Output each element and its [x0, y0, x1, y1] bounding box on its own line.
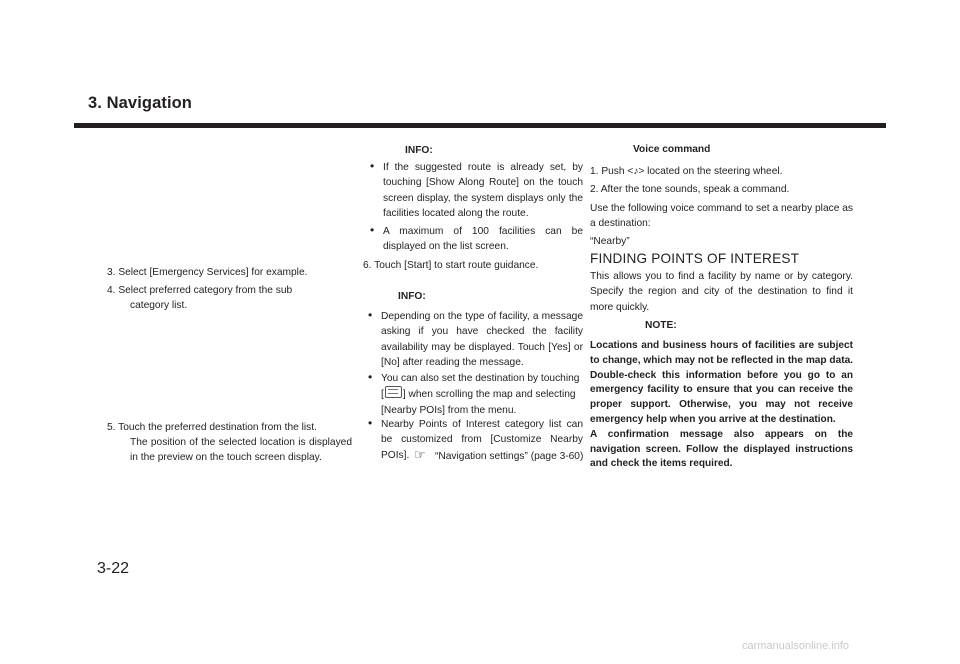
- bullet-dot: •: [368, 308, 373, 322]
- info2-bullet2-part2: when scrolling the map and selecting [Nearby POIs] from the menu.: [381, 389, 576, 416]
- nearby-command: “Nearby”: [590, 236, 630, 247]
- info2-bullet2: You can also set the destination by touching [ ] when scrolling the map and selecting [Nearby POIs] from the menu.: [381, 373, 580, 416]
- step-5-line1: 5. Touch the preferred destination from the list.: [107, 422, 317, 433]
- finding-desc: This allows you to find a facility by name or by category. Specify the region and city of the destination to find it more quickly.: [590, 271, 853, 313]
- info-label: INFO:: [398, 291, 426, 302]
- header-rule: [74, 123, 886, 128]
- watermark: carmanualsonline.info: [742, 640, 850, 652]
- info1-bullet1: If the suggested route is already set, by touching [Show Along Route] on the touch screen display, the system displays only the facilities located along the route.: [383, 162, 583, 219]
- bullet-dot: •: [370, 223, 375, 237]
- info2-bullet3: Nearby Points of Interest category list can be customized from [Customize Nearby POIs].: [381, 419, 583, 461]
- note-para-1: Locations and business hours of facilities are subject to change, which may not be reflected in the map data. Double-check this information before you go to an emergency facility to ensure that you can receive the proper support. Otherwise, you may not receive emergency help when you arrive at the destination.: [590, 340, 853, 425]
- step-5-rest: The position of the selected location is displayed in the preview on the touch screen display.: [130, 437, 352, 464]
- info-label: INFO:: [405, 145, 433, 156]
- step-4-line2: category list.: [130, 300, 188, 311]
- bullet-dot: •: [368, 416, 373, 430]
- voice-command-icon: ♪: [633, 166, 639, 177]
- reference-icon: ☞: [414, 447, 426, 462]
- note-label: NOTE:: [645, 320, 677, 331]
- map-menu-icon: [385, 386, 402, 398]
- page-number: 3-22: [97, 560, 130, 577]
- step-4-line1: 4. Select preferred category from the sub: [107, 285, 293, 296]
- page-title: 3. Navigation: [88, 94, 192, 112]
- step-3: 3. Select [Emergency Services] for example.: [107, 267, 308, 278]
- note-para-2: A confirmation message also appears on the navigation screen. Follow the displayed instructions and check the items required.: [590, 428, 853, 470]
- voice-command-label: Voice command: [633, 144, 711, 155]
- voice-step-1-post: > located on the steering wheel.: [638, 166, 783, 177]
- reference-link[interactable]: “Navigation settings” (page 3-60): [435, 451, 584, 462]
- voice-step-1-pre: 1. Push <: [590, 166, 634, 177]
- bullet-dot: •: [368, 370, 373, 384]
- info2-bullet2-part1: You can also set the destination by touching: [381, 373, 580, 384]
- voice-step-2: 2. After the tone sounds, speak a command.: [590, 184, 790, 195]
- finding-poi-heading: FINDING POINTS OF INTEREST: [590, 251, 800, 266]
- voice-step-1: [590, 164, 860, 179]
- info1-bullet2: A maximum of 100 facilities can be displayed on the list screen.: [383, 226, 583, 253]
- note-block: [590, 339, 853, 472]
- step-6: 6. Touch [Start] to start route guidance.: [363, 260, 539, 271]
- bullet-dot: •: [370, 159, 375, 173]
- info2-bullet1: Depending on the type of facility, a message asking if you have checked the facility availability may be displayed. Touch [Yes] or [No] after reading the message.: [381, 311, 583, 368]
- voice-use-text: Use the following voice command to set a nearby place as a destination:: [590, 203, 853, 230]
